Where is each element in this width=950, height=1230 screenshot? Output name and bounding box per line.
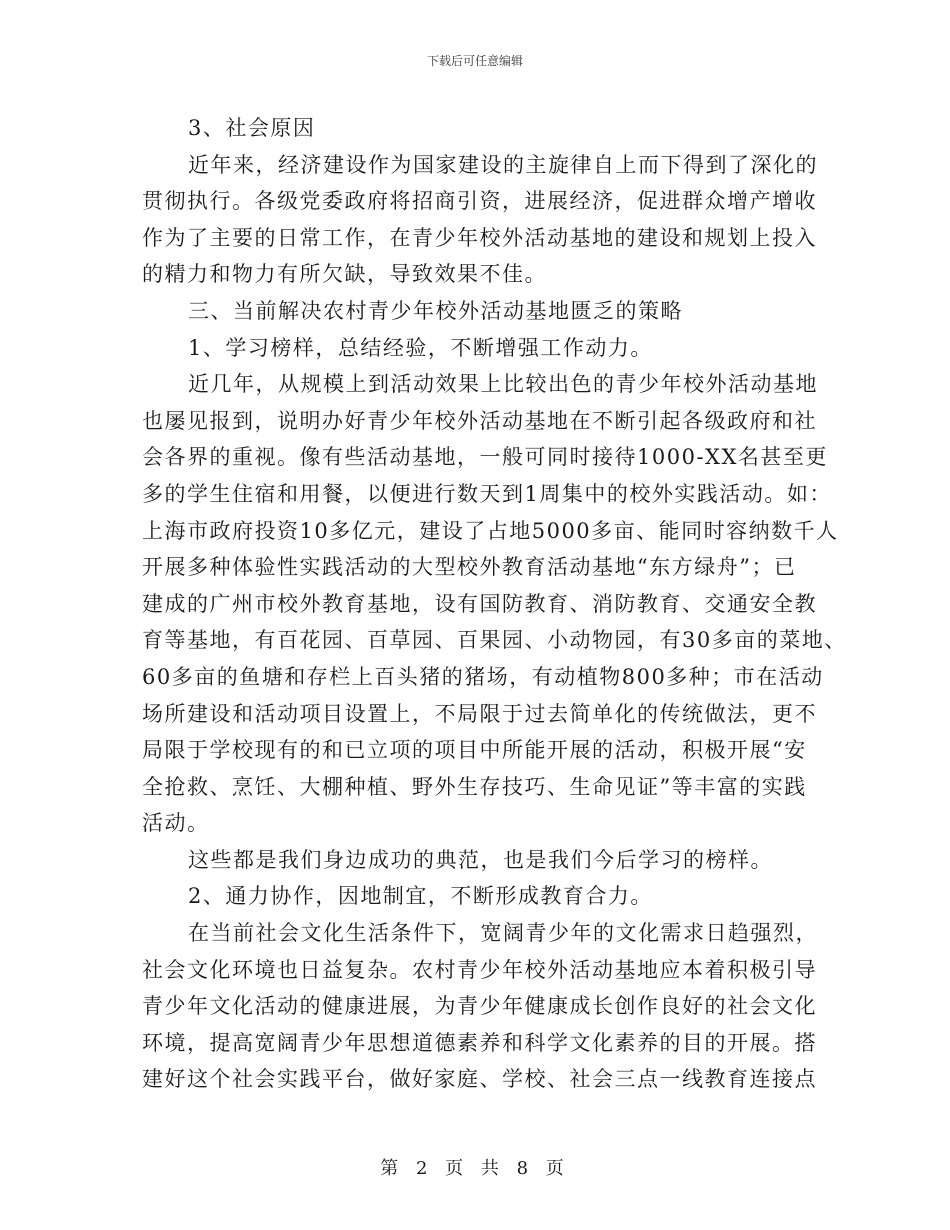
paragraph-line: 多的学生住宿和用餐，以便进行数天到1周集中的校外实践活动。如： (142, 481, 832, 506)
paragraph-line: 全抢救、烹饪、大棚种植、野外生存技巧、生命见证”等丰富的实践 (142, 774, 807, 799)
paragraph-line: 贯彻执行。各级党委政府将招商引资，进展经济，促进群众增产增收 (142, 189, 817, 214)
paragraph-line: 在当前社会文化生活条件下，宽阔青少年的文化需求日趋强烈， (188, 921, 818, 946)
paragraph-line: 上海市政府投资10多亿元，建设了占地5000多亩、能同时容纳数千人 (142, 518, 839, 543)
paragraph-line: 的精力和物力有所欠缺，导致效果不佳。 (142, 262, 547, 287)
paragraph-line: 开展多种体验性实践活动的大型校外教育活动基地“东方绿舟”；已 (142, 555, 797, 580)
paragraph-line: 场所建设和活动项目设置上，不局限于过去简单化的传统做法，更不 (142, 701, 817, 726)
subsection-heading: 1、学习榜样，总结经验，不断增强工作动力。 (188, 335, 653, 360)
paragraph-line: 青少年文化活动的健康进展，为青少年健康成长创作良好的社会文化 (142, 994, 817, 1019)
section-heading: 3、社会原因 (188, 116, 316, 140)
paragraph-line: 会各界的重视。像有些活动基地，一般可同时接待1000-XX名甚至更 (142, 445, 828, 470)
page-header: 下载后可任意编辑 (426, 54, 523, 68)
page-number: 第 2 页 共 8 页 (380, 1158, 570, 1179)
paragraph-line: 育等基地，有百花园、百草园、百果园、小动物园，有30多亩的菜地、 (142, 628, 847, 653)
document-body (142, 110, 847, 1098)
subsection-heading: 2、通力协作，因地制宜，不断形成教育合力。 (188, 884, 653, 909)
paragraph-line: 环境，提高宽阔青少年思想道德素养和科学文化素养的目的开展。搭 (142, 1030, 817, 1055)
paragraph-line: 活动。 (142, 811, 210, 836)
paragraph-line: 作为了主要的日常工作，在青少年校外活动基地的建设和规划上投入 (142, 225, 817, 250)
paragraph-line: 近几年，从规模上到活动效果上比较出色的青少年校外活动基地 (188, 372, 818, 397)
paragraph-line: 也屡见报到，说明办好青少年校外活动基地在不断引起各级政府和社 (142, 408, 817, 433)
section-heading: 三、当前解决农村青少年校外活动基地匮乏的策略 (188, 298, 683, 323)
paragraph-line: 建成的广州市校外教育基地，设有国防教育、消防教育、交通安全教 (142, 591, 817, 616)
paragraph-line: 建好这个社会实践平台，做好家庭、学校、社会三点一线教育连接点 (142, 1067, 817, 1092)
paragraph-line: 社会文化环境也日益复杂。农村青少年校外活动基地应本着积极引导 (142, 957, 817, 982)
paragraph-line: 这些都是我们身边成功的典范，也是我们今后学习的榜样。 (188, 847, 773, 872)
paragraph-line: 局限于学校现有的和已立项的项目中所能开展的活动，积极开展“安 (142, 738, 807, 763)
paragraph-line: 近年来，经济建设作为国家建设的主旋律自上而下得到了深化的 (188, 152, 818, 177)
paragraph-line: 60多亩的鱼塘和存栏上百头猪的猪场，有动植物800多种；市在活动 (142, 664, 824, 689)
